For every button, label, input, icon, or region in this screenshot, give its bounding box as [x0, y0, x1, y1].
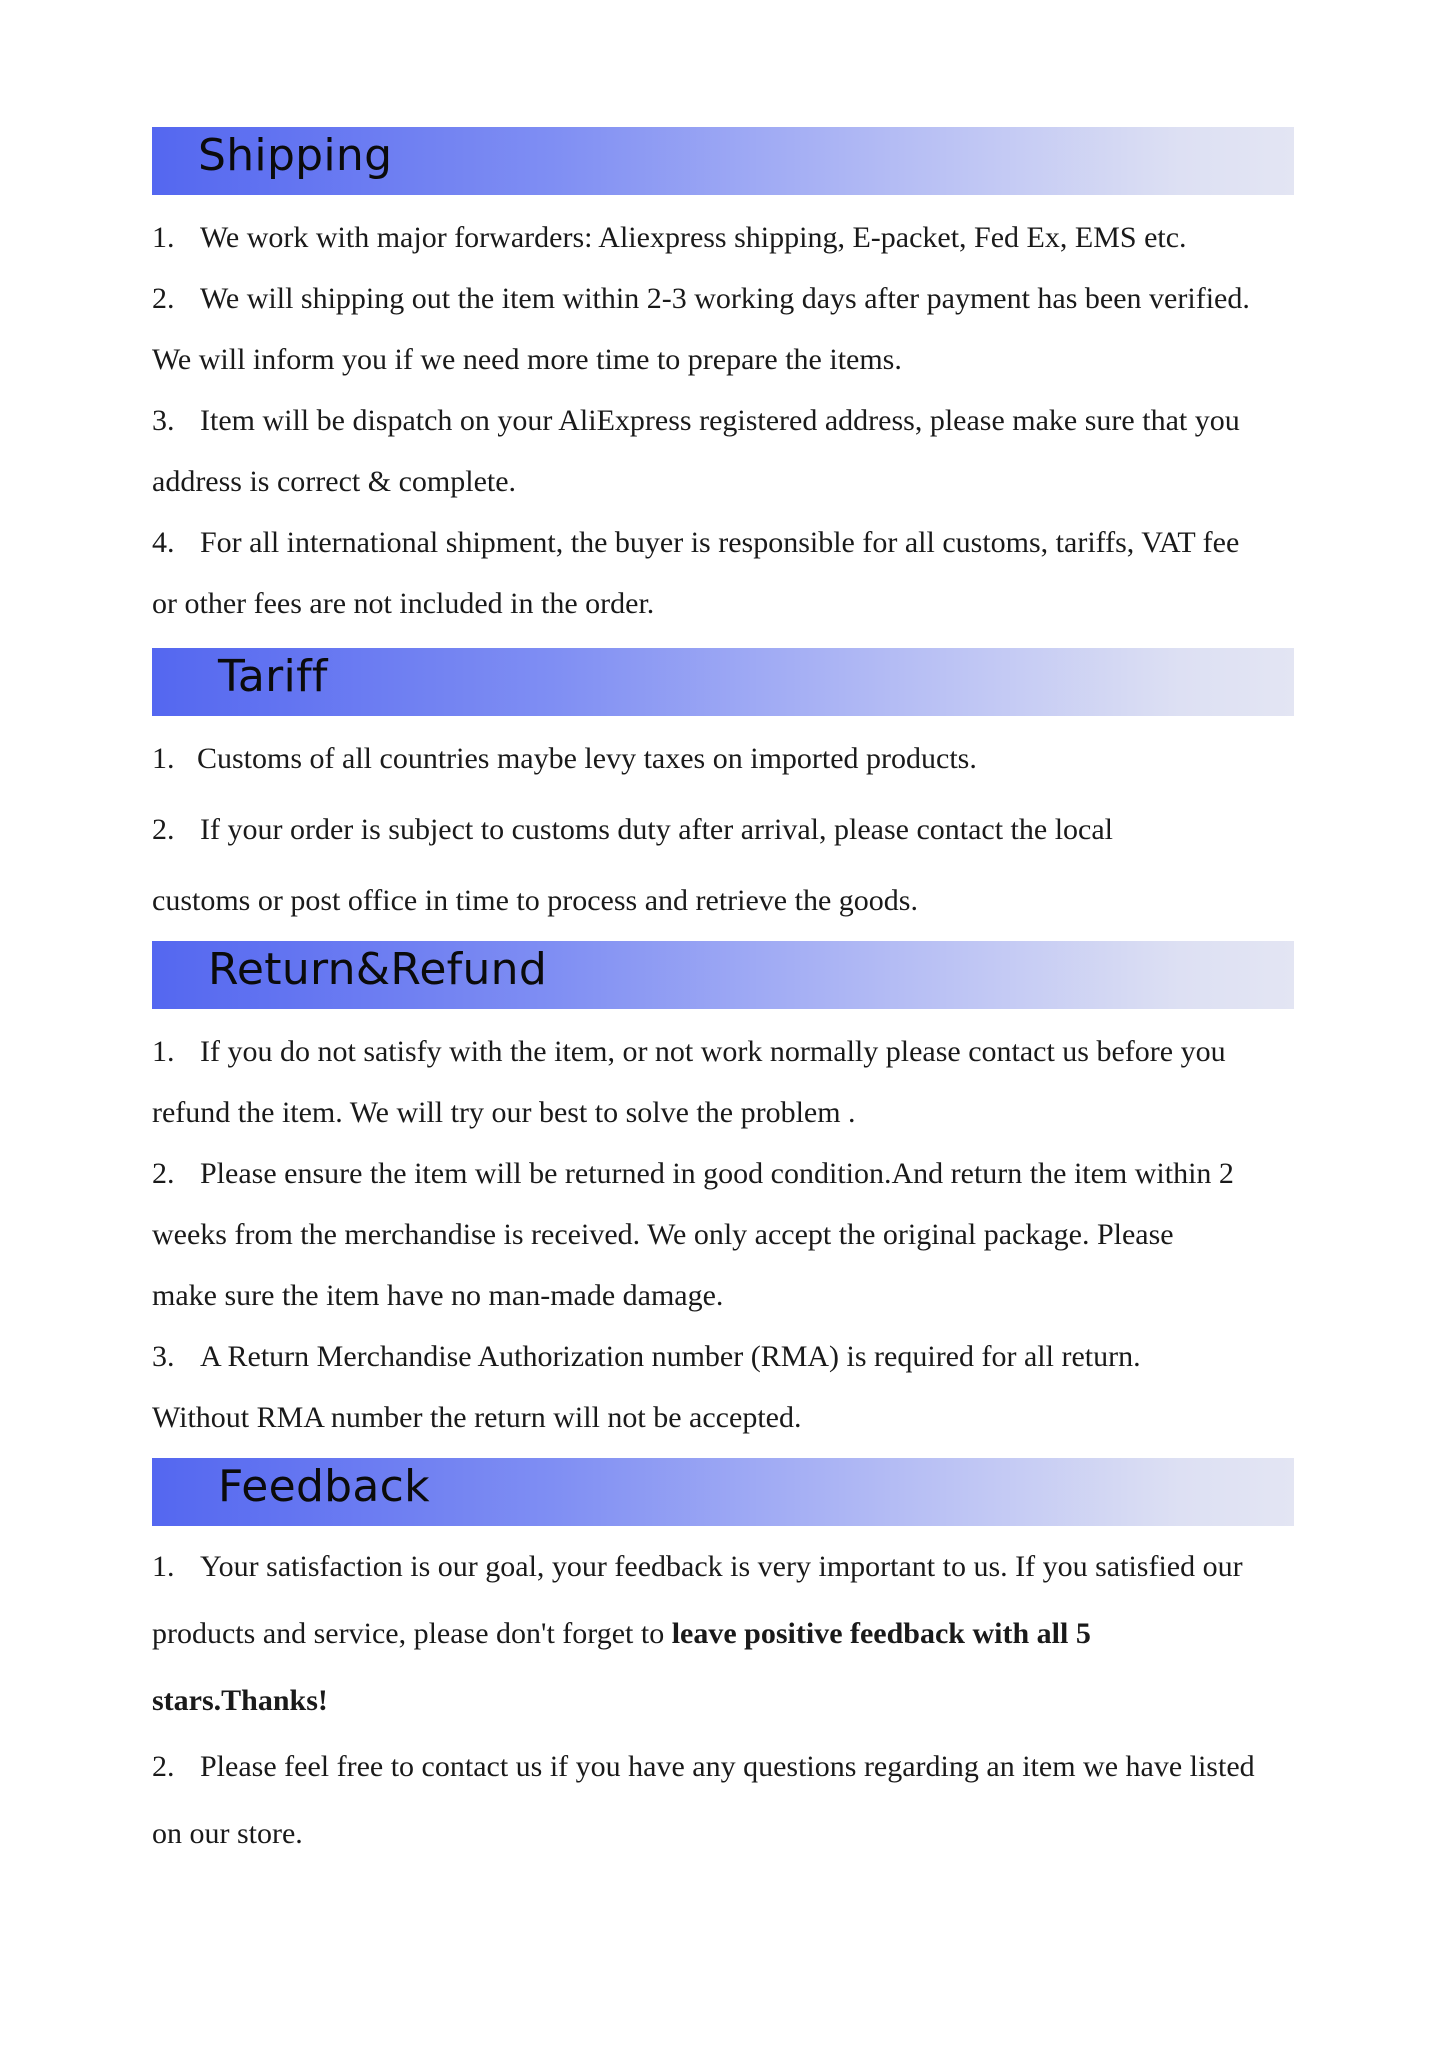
- return-line-2: [152, 1156, 1302, 1192]
- feedback-bold-text-2: stars.Thanks!: [152, 1684, 328, 1717]
- list-text: Your satisfaction is our goal, your feedback is very important to us. If you satisfied our: [200, 1550, 1243, 1583]
- feedback-heading: Feedback: [218, 1461, 430, 1512]
- feedback-banner: [152, 1458, 1294, 1526]
- list-text: Please feel free to contact us if you have any questions regarding an item we have listed: [200, 1750, 1255, 1783]
- list-text: If your order is subject to customs duty after arrival, please contact the local: [200, 813, 1114, 846]
- tariff-banner: [152, 648, 1294, 716]
- list-text: For all international shipment, the buyer is responsible for all customs, tariffs, VAT fee: [200, 526, 1240, 559]
- return-refund-heading: Return&Refund: [208, 944, 548, 995]
- shipping-line-2-cont: We will inform you if we need more time to prepare the items.: [152, 343, 902, 376]
- tariff-line-2-cont: customs or post office in time to process and retrieve the goods.: [152, 884, 918, 917]
- list-number: 2.: [152, 1157, 175, 1190]
- list-number: 1.: [152, 1550, 175, 1583]
- feedback-line-1-cont: [152, 1616, 1302, 1652]
- tariff-heading: Tariff: [218, 651, 328, 702]
- return-line-1: [152, 1034, 1302, 1070]
- return-line-1-cont: refund the item. We will try our best to solve the problem .: [152, 1096, 856, 1129]
- list-text: We work with major forwarders: Aliexpress shipping, E-packet, Fed Ex, EMS etc.: [200, 221, 1187, 254]
- list-number: 2.: [152, 1750, 175, 1783]
- list-number: 2.: [152, 282, 175, 315]
- return-refund-banner: [152, 941, 1294, 1009]
- list-number: 1.: [152, 1035, 175, 1068]
- feedback-line-2: [152, 1749, 1302, 1785]
- tariff-line-1: [152, 741, 1302, 777]
- list-number: 3.: [152, 404, 175, 437]
- shipping-line-2: [152, 281, 1302, 317]
- shipping-banner: [152, 127, 1294, 195]
- list-text: Please ensure the item will be returned in good condition.And return the item within 2: [200, 1157, 1234, 1190]
- feedback-line-2-cont: on our store.: [152, 1817, 303, 1850]
- list-number: 1.: [152, 221, 175, 254]
- feedback-line-1-cont-2: [152, 1683, 1302, 1719]
- list-text: Item will be dispatch on your AliExpress registered address, please make sure that you: [200, 404, 1240, 437]
- list-number: 2.: [152, 813, 175, 846]
- shipping-line-1: [152, 220, 1302, 256]
- list-number: 1.: [152, 742, 175, 775]
- return-line-2-cont-2: make sure the item have no man-made damage.: [152, 1279, 724, 1312]
- return-line-2-cont: weeks from the merchandise is received. We only accept the original package. Please: [152, 1218, 1174, 1251]
- list-text: If you do not satisfy with the item, or not work normally please contact us before you: [200, 1035, 1226, 1068]
- return-line-3: [152, 1339, 1302, 1375]
- shipping-heading: Shipping: [198, 130, 393, 181]
- return-line-3-cont: Without RMA number the return will not be accepted.: [152, 1401, 802, 1434]
- feedback-line-1: [152, 1549, 1302, 1585]
- list-text: We will shipping out the item within 2-3 working days after payment has been verified.: [200, 282, 1250, 315]
- tariff-line-2: [152, 812, 1302, 848]
- shipping-line-4: [152, 525, 1302, 561]
- shipping-line-3: [152, 403, 1302, 439]
- shipping-line-4-cont: or other fees are not included in the order.: [152, 587, 655, 620]
- feedback-plain-text: products and service, please don't forget to: [152, 1617, 672, 1650]
- list-text: Customs of all countries maybe levy taxes on imported products.: [197, 742, 977, 775]
- feedback-bold-text: leave positive feedback with all 5: [671, 1617, 1091, 1650]
- list-text: A Return Merchandise Authorization number (RMA) is required for all return.: [200, 1340, 1141, 1373]
- list-number: 4.: [152, 526, 175, 559]
- list-number: 3.: [152, 1340, 175, 1373]
- shipping-line-3-cont: address is correct & complete.: [152, 465, 517, 498]
